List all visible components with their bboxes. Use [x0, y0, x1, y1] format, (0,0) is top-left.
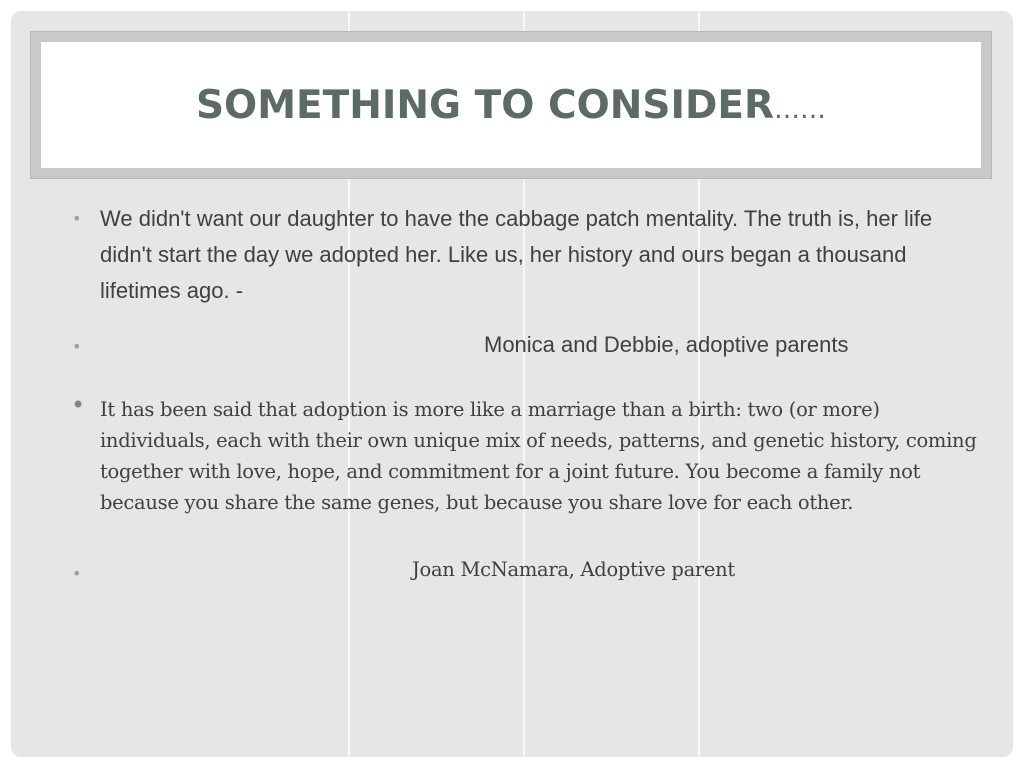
slide-title-ellipsis: ……	[774, 94, 827, 125]
bullet-marker: •	[71, 391, 86, 419]
quote-2-attribution: Joan McNamara, Adoptive parent	[412, 558, 735, 581]
title-panel	[41, 42, 981, 168]
quote-2-text: It has been said that adoption is more like a marriage than a birth: two (or more) individuals, each with their own unique mix of needs, patterns, and genetic history, coming together with love, hope, and commitment for a joint future. You become a family not because you share the same genes, but because you share love for each other.	[100, 398, 977, 514]
bullet-marker: •	[72, 209, 82, 228]
quote-1-text: We didn't want our daughter to have the cabbage patch mentality. The truth is, her life didn't start the day we adopted her. Like us, her history and ours began a thousand lifetimes ago. -	[100, 206, 933, 303]
quote-1-attribution: Monica and Debbie, adoptive parents	[484, 332, 849, 357]
bullet-marker: •	[72, 564, 82, 583]
bullet-marker: •	[72, 337, 82, 356]
slide-title-text: SOMETHING TO CONSIDER	[195, 82, 775, 128]
title-frame	[30, 31, 992, 179]
slide-title	[196, 83, 826, 128]
slide	[11, 11, 1013, 757]
